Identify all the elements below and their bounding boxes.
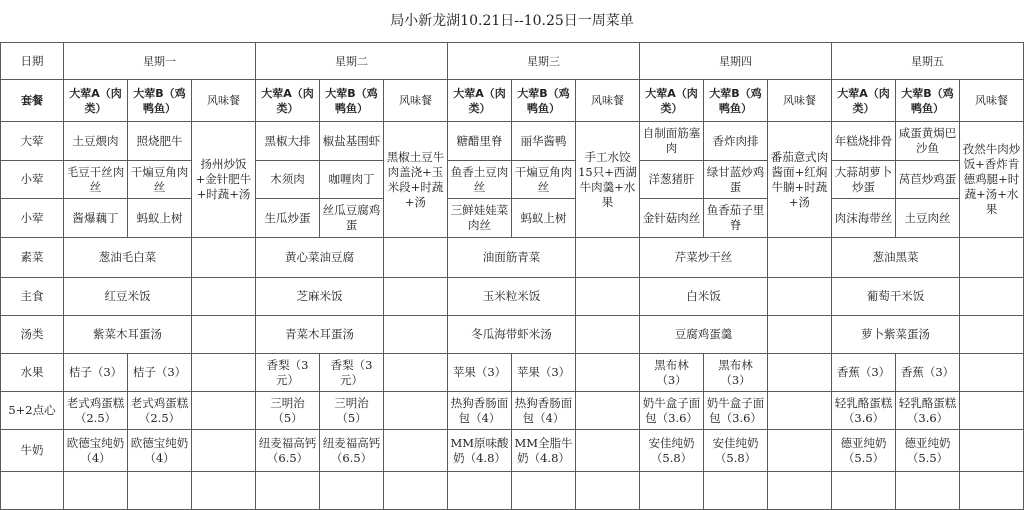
- set-b-header: 大荤B（鸡鸭鱼）: [512, 80, 576, 122]
- empty-cell: [448, 472, 512, 510]
- xiaohun2-b-cell: 鱼香茄子里脊: [704, 199, 768, 238]
- set-b-header: 大荤B（鸡鸭鱼）: [896, 80, 960, 122]
- flavor-empty-cell: [960, 392, 1024, 430]
- flavor-empty-cell: [384, 430, 448, 472]
- xiaohun2-b-cell: 蚂蚁上树: [128, 199, 192, 238]
- flavor-empty-cell: [960, 278, 1024, 316]
- row-label-shuiguo: 水果: [1, 354, 64, 392]
- shuiguo-b-cell: 香梨（3元）: [320, 354, 384, 392]
- dianxin-a-cell: 老式鸡蛋糕（2.5）: [64, 392, 128, 430]
- row-label-sucai: 素菜: [1, 238, 64, 278]
- dianxin-a-cell: 热狗香肠面包（4）: [448, 392, 512, 430]
- xiaohun1-a-cell: 木须肉: [256, 161, 320, 199]
- niunai-b-cell: 欧德宝纯奶（4）: [128, 430, 192, 472]
- flavor-meal-cell: 手工水饺15只+西湖牛肉羹+水果: [576, 122, 640, 238]
- dahun-a-cell: 黑椒大排: [256, 122, 320, 161]
- xiaohun2-b-cell: 丝瓜豆腐鸡蛋: [320, 199, 384, 238]
- xiaohun1-b-cell: 咖喱肉丁: [320, 161, 384, 199]
- flavor-empty-cell: [576, 238, 640, 278]
- flavor-meal-cell: 黑椒土豆牛肉盖浇+玉米段+时蔬+汤: [384, 122, 448, 238]
- dahun-b-cell: 丽华酱鸭: [512, 122, 576, 161]
- empty-cell: [960, 472, 1024, 510]
- dianxin-b-cell: 热狗香肠面包（4）: [512, 392, 576, 430]
- zhushi-cell: 红豆米饭: [64, 278, 192, 316]
- row-label-xiaohun1: 小荤: [1, 161, 64, 199]
- flavor-empty-cell: [960, 316, 1024, 354]
- xiaohun1-a-cell: 洋葱猪肝: [640, 161, 704, 199]
- date-label: 日期: [1, 43, 64, 80]
- flavor-header: 风味餐: [768, 80, 832, 122]
- niunai-a-cell: 安佳纯奶（5.8）: [640, 430, 704, 472]
- flavor-empty-cell: [384, 238, 448, 278]
- set-a-header: 大荤A（肉类）: [640, 80, 704, 122]
- niunai-b-cell: 德亚纯奶（5.5）: [896, 430, 960, 472]
- set-b-header: 大荤B（鸡鸭鱼）: [128, 80, 192, 122]
- dianxin-b-cell: 轻乳酪蛋糕（3.6）: [896, 392, 960, 430]
- xiaohun1-b-cell: 干煸豆角肉丝: [512, 161, 576, 199]
- xiaohun2-a-cell: 三鲜娃娃菜肉丝: [448, 199, 512, 238]
- dianxin-b-cell: 老式鸡蛋糕（2.5）: [128, 392, 192, 430]
- niunai-a-cell: 纽麦福高钙（6.5）: [256, 430, 320, 472]
- set-label: 套餐: [1, 80, 64, 122]
- flavor-empty-cell: [384, 316, 448, 354]
- shuiguo-b-cell: 香蕉（3）: [896, 354, 960, 392]
- flavor-empty-cell: [384, 354, 448, 392]
- empty-cell: [896, 472, 960, 510]
- tang-cell: 青菜木耳蛋汤: [256, 316, 384, 354]
- empty-cell: [64, 472, 128, 510]
- xiaohun2-a-cell: 酱爆藕丁: [64, 199, 128, 238]
- xiaohun2-a-cell: 生瓜炒蛋: [256, 199, 320, 238]
- xiaohun2-b-cell: 土豆肉丝: [896, 199, 960, 238]
- flavor-meal-cell: 番茄意式肉酱面+红焖牛腩+时蔬+汤: [768, 122, 832, 238]
- flavor-empty-cell: [768, 278, 832, 316]
- flavor-empty-cell: [576, 430, 640, 472]
- weekly-menu-table: [0, 42, 1024, 510]
- set-b-header: 大荤B（鸡鸭鱼）: [320, 80, 384, 122]
- xiaohun2-b-cell: 蚂蚁上树: [512, 199, 576, 238]
- dahun-a-cell: 糖醋里脊: [448, 122, 512, 161]
- dahun-b-cell: 香炸肉排: [704, 122, 768, 161]
- dianxin-a-cell: 奶牛盒子面包（3.6）: [640, 392, 704, 430]
- row-label-dahun: 大荤: [1, 122, 64, 161]
- empty-cell: [512, 472, 576, 510]
- flavor-empty-cell: [768, 238, 832, 278]
- set-a-header: 大荤A（肉类）: [448, 80, 512, 122]
- shuiguo-b-cell: 黑布林（3）: [704, 354, 768, 392]
- day-name-3: 星期三: [448, 43, 640, 80]
- flavor-empty-cell: [768, 430, 832, 472]
- flavor-empty-cell: [192, 392, 256, 430]
- shuiguo-a-cell: 苹果（3）: [448, 354, 512, 392]
- empty-cell: [1, 472, 64, 510]
- flavor-empty-cell: [576, 392, 640, 430]
- empty-cell: [832, 472, 896, 510]
- zhushi-cell: 芝麻米饭: [256, 278, 384, 316]
- niunai-b-cell: 安佳纯奶（5.8）: [704, 430, 768, 472]
- flavor-empty-cell: [768, 392, 832, 430]
- sucai-cell: 葱油黑菜: [832, 238, 960, 278]
- day-name-4: 星期四: [640, 43, 832, 80]
- tang-cell: 萝卜紫菜蛋汤: [832, 316, 960, 354]
- row-label-xiaohun2: 小荤: [1, 199, 64, 238]
- flavor-empty-cell: [576, 316, 640, 354]
- shuiguo-a-cell: 桔子（3）: [64, 354, 128, 392]
- flavor-empty-cell: [576, 278, 640, 316]
- dahun-b-cell: 咸蛋黄焗巴沙鱼: [896, 122, 960, 161]
- flavor-empty-cell: [192, 278, 256, 316]
- xiaohun1-a-cell: 毛豆干丝肉丝: [64, 161, 128, 199]
- flavor-header: 风味餐: [576, 80, 640, 122]
- flavor-header: 风味餐: [192, 80, 256, 122]
- flavor-empty-cell: [576, 354, 640, 392]
- dahun-a-cell: 土豆煨肉: [64, 122, 128, 161]
- xiaohun1-b-cell: 绿甘蓝炒鸡蛋: [704, 161, 768, 199]
- sucai-cell: 油面筋青菜: [448, 238, 576, 278]
- flavor-meal-cell: 扬州炒饭+金针肥牛+时蔬+汤: [192, 122, 256, 238]
- flavor-meal-cell: 孜然牛肉炒饭+香炸肯德鸡腿+时蔬+汤+水果: [960, 122, 1024, 238]
- day-name-2: 星期二: [256, 43, 448, 80]
- day-name-5: 星期五: [832, 43, 1024, 80]
- flavor-empty-cell: [768, 316, 832, 354]
- flavor-empty-cell: [192, 316, 256, 354]
- xiaohun1-b-cell: 莴苣炒鸡蛋: [896, 161, 960, 199]
- tang-cell: 豆腐鸡蛋羹: [640, 316, 768, 354]
- tang-cell: 冬瓜海带虾米汤: [448, 316, 576, 354]
- shuiguo-b-cell: 苹果（3）: [512, 354, 576, 392]
- flavor-empty-cell: [192, 430, 256, 472]
- empty-cell: [128, 472, 192, 510]
- dianxin-a-cell: 轻乳酪蛋糕（3.6）: [832, 392, 896, 430]
- tang-cell: 紫菜木耳蛋汤: [64, 316, 192, 354]
- shuiguo-a-cell: 黑布林（3）: [640, 354, 704, 392]
- set-b-header: 大荤B（鸡鸭鱼）: [704, 80, 768, 122]
- shuiguo-a-cell: 香蕉（3）: [832, 354, 896, 392]
- shuiguo-a-cell: 香梨（3元）: [256, 354, 320, 392]
- empty-cell: [768, 472, 832, 510]
- flavor-empty-cell: [960, 238, 1024, 278]
- set-a-header: 大荤A（肉类）: [832, 80, 896, 122]
- empty-cell: [320, 472, 384, 510]
- empty-cell: [576, 472, 640, 510]
- row-label-niunai: 牛奶: [1, 430, 64, 472]
- xiaohun1-a-cell: 大蒜胡萝卜炒蛋: [832, 161, 896, 199]
- flavor-empty-cell: [192, 238, 256, 278]
- dahun-b-cell: 椒盐基围虾: [320, 122, 384, 161]
- sucai-cell: 黄心菜油豆腐: [256, 238, 384, 278]
- empty-cell: [192, 472, 256, 510]
- sucai-cell: 葱油毛白菜: [64, 238, 192, 278]
- flavor-empty-cell: [384, 278, 448, 316]
- sucai-cell: 芹菜炒干丝: [640, 238, 768, 278]
- empty-cell: [384, 472, 448, 510]
- flavor-empty-cell: [960, 430, 1024, 472]
- zhushi-cell: 玉米粒米饭: [448, 278, 576, 316]
- dianxin-b-cell: 三明治（5）: [320, 392, 384, 430]
- niunai-b-cell: 纽麦福高钙（6.5）: [320, 430, 384, 472]
- flavor-empty-cell: [384, 392, 448, 430]
- xiaohun1-a-cell: 鱼香土豆肉丝: [448, 161, 512, 199]
- day-name-1: 星期一: [64, 43, 256, 80]
- empty-cell: [256, 472, 320, 510]
- shuiguo-b-cell: 桔子（3）: [128, 354, 192, 392]
- xiaohun1-b-cell: 干煸豆角肉丝: [128, 161, 192, 199]
- row-label-dianxin: 5+2点心: [1, 392, 64, 430]
- row-label-tang: 汤类: [1, 316, 64, 354]
- niunai-a-cell: MM原味酸奶（4.8）: [448, 430, 512, 472]
- dianxin-b-cell: 奶牛盒子面包（3.6）: [704, 392, 768, 430]
- flavor-empty-cell: [192, 354, 256, 392]
- set-a-header: 大荤A（肉类）: [256, 80, 320, 122]
- page-title: 局小新龙湖10.21日--10.25日一周菜单: [390, 13, 634, 29]
- row-label-zhushi: 主食: [1, 278, 64, 316]
- niunai-b-cell: MM全脂牛奶（4.8）: [512, 430, 576, 472]
- empty-cell: [640, 472, 704, 510]
- set-a-header: 大荤A（肉类）: [64, 80, 128, 122]
- dianxin-a-cell: 三明治（5）: [256, 392, 320, 430]
- dahun-a-cell: 自制面筋塞肉: [640, 122, 704, 161]
- flavor-empty-cell: [768, 354, 832, 392]
- zhushi-cell: 白米饭: [640, 278, 768, 316]
- flavor-header: 风味餐: [384, 80, 448, 122]
- zhushi-cell: 葡萄干米饭: [832, 278, 960, 316]
- dahun-a-cell: 年糕烧排骨: [832, 122, 896, 161]
- empty-cell: [704, 472, 768, 510]
- flavor-empty-cell: [960, 354, 1024, 392]
- niunai-a-cell: 德亚纯奶（5.5）: [832, 430, 896, 472]
- niunai-a-cell: 欧德宝纯奶（4）: [64, 430, 128, 472]
- xiaohun2-a-cell: 肉沫海带丝: [832, 199, 896, 238]
- xiaohun2-a-cell: 金针菇肉丝: [640, 199, 704, 238]
- flavor-header: 风味餐: [960, 80, 1024, 122]
- dahun-b-cell: 照烧肥牛: [128, 122, 192, 161]
